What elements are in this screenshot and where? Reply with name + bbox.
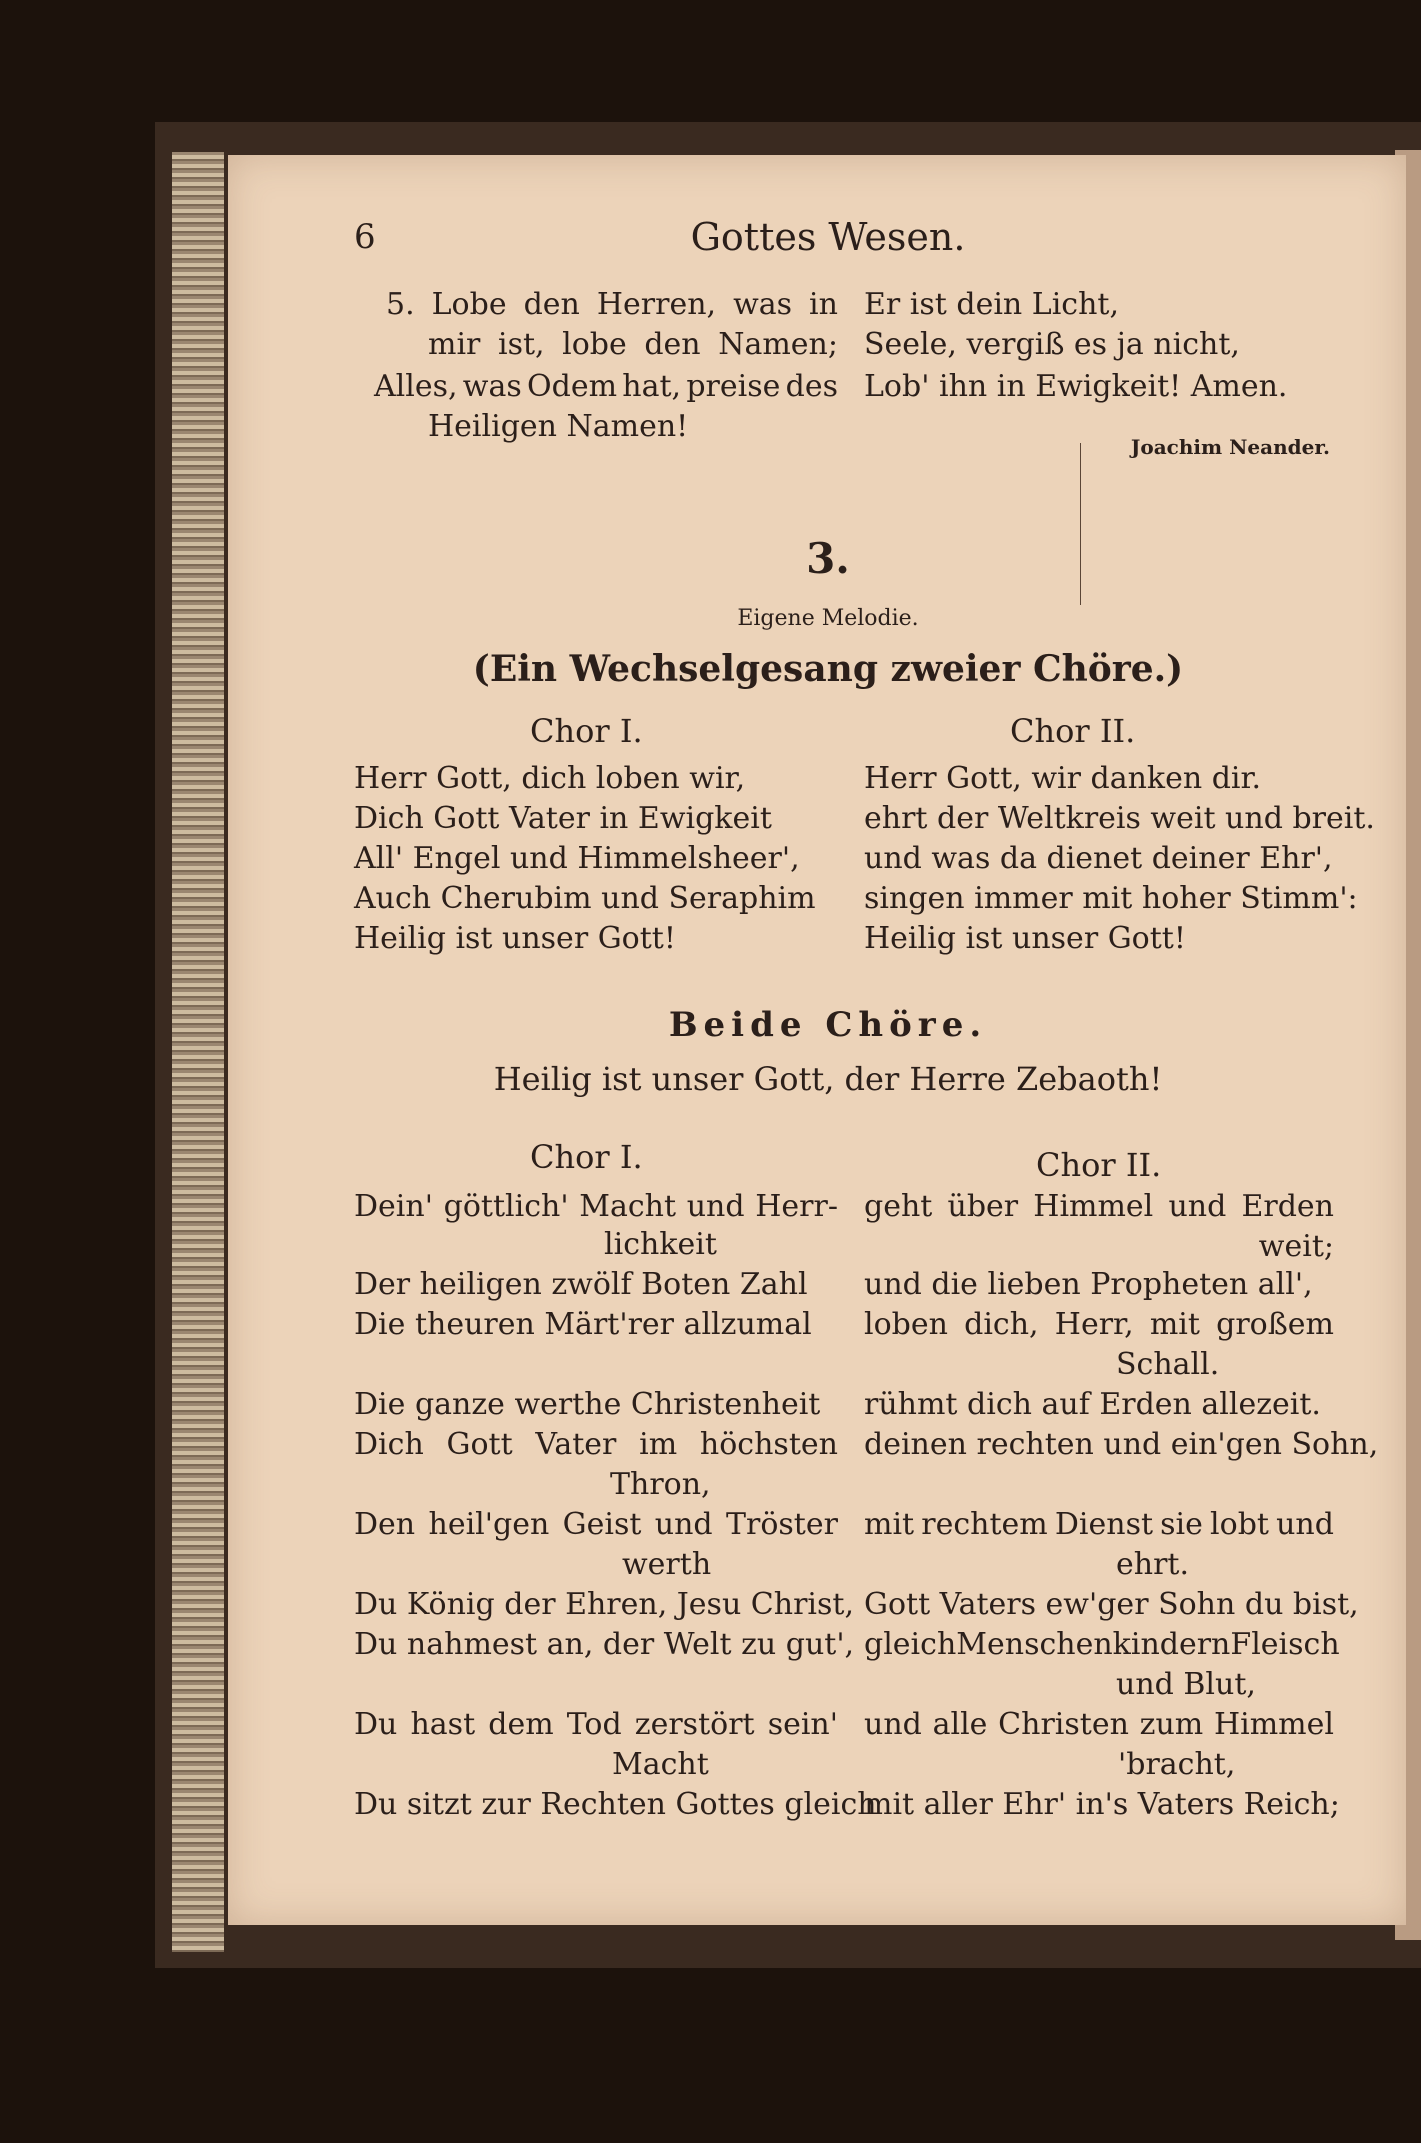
choir1-line: Du hast dem Tod zerstört sein' xyxy=(354,1707,838,1742)
choir1-line: Die theuren Märt'rer allzumal xyxy=(354,1307,812,1342)
choir2-line: weit; xyxy=(1258,1229,1334,1264)
choir2-line: und die lieben Propheten all', xyxy=(864,1267,1313,1302)
choir1-heading: Chor I. xyxy=(530,712,643,750)
choir2-line: deinen rechten und ein'gen Sohn, xyxy=(864,1427,1379,1462)
stanza5-left-line: mir ist, lobe den Namen; xyxy=(428,327,838,362)
choir1-line: Der heiligen zwölf Boten Zahl xyxy=(354,1267,808,1302)
column-divider xyxy=(1080,443,1081,605)
choir2-line: und alle Christen zum Himmel xyxy=(864,1707,1334,1742)
choir1-line: Dein' göttlich' Macht und Herr- xyxy=(354,1189,838,1224)
stanza5-left-line: Heiligen Namen! xyxy=(428,409,689,444)
choir1-line: lichkeit xyxy=(604,1227,717,1262)
choir2-line: mit rechtem Dienst sie lobt und xyxy=(864,1507,1334,1542)
choir1-line: werth xyxy=(622,1547,712,1582)
stanza5-left-line: Alles, was Odem hat, preise des xyxy=(374,369,838,404)
author-signature: Joachim Neander. xyxy=(1130,435,1330,459)
both-choirs-heading: Beide Chöre. xyxy=(668,1005,988,1045)
choir2-line: Herr Gott, wir danken dir. xyxy=(864,761,1262,796)
choir2-line: rühmt dich auf Erden allezeit. xyxy=(864,1387,1321,1422)
choir2-line: Gott Vaters ew'ger Sohn du bist, xyxy=(864,1587,1359,1622)
both-choirs-line: Heilig ist unser Gott, der Herre Zebaoth! xyxy=(493,1060,1163,1098)
choir1-line: Du nahmest an, der Welt zu gut', xyxy=(354,1627,855,1662)
choir2-line: ehrt. xyxy=(1116,1547,1190,1582)
choir2-line: Schall. xyxy=(1116,1347,1220,1382)
choir1-line: Auch Cherubim und Seraphim xyxy=(354,881,816,916)
choir1-line: Thron, xyxy=(610,1467,711,1502)
choir2-line: mit aller Ehr' in's Vaters Reich; xyxy=(864,1787,1340,1822)
choir2-line: Heilig ist unser Gott! xyxy=(864,921,1186,956)
choir1-line: Dich Gott Vater im höchsten xyxy=(354,1427,838,1462)
choir1-line: All' Engel und Himmelsheer', xyxy=(354,841,800,876)
hymn-subtitle: (Ein Wechselgesang zweier Chöre.) xyxy=(472,648,1184,690)
choir1-line: Du König der Ehren, Jesu Christ, xyxy=(354,1587,855,1622)
choir2-heading: Chor II. xyxy=(1036,1146,1162,1184)
book-spine xyxy=(172,152,224,1952)
stanza5-right-line: Seele, vergiß es ja nicht, xyxy=(864,327,1240,362)
choir2-line: geht über Himmel und Erden xyxy=(864,1189,1334,1224)
choir2-line: gleich Menschenkindern Fleisch xyxy=(864,1627,1340,1662)
stanza5-right-line: Lob' ihn in Ewigkeit! Amen. xyxy=(864,369,1288,404)
choir2-line: singen immer mit hoher Stimm': xyxy=(864,881,1358,916)
choir2-line: 'bracht, xyxy=(1118,1747,1236,1782)
choir2-line: loben dich, Herr, mit großem xyxy=(864,1307,1334,1342)
choir1-line: Den heil'gen Geist und Tröster xyxy=(354,1507,838,1542)
page-number: 6 xyxy=(354,217,376,257)
book-page xyxy=(228,155,1406,1925)
choir1-line: Macht xyxy=(612,1747,709,1782)
melody-note: Eigene Melodie. xyxy=(737,606,919,631)
choir2-heading: Chor II. xyxy=(1010,712,1136,750)
running-title: Gottes Wesen. xyxy=(690,215,966,259)
choir1-heading: Chor I. xyxy=(530,1138,643,1176)
choir1-line: Heilig ist unser Gott! xyxy=(354,921,676,956)
stanza5-left-line: 5. Lobe den Herren, was in xyxy=(386,287,838,322)
choir2-line: ehrt der Weltkreis weit und breit. xyxy=(864,801,1375,836)
choir1-line: Herr Gott, dich loben wir, xyxy=(354,761,746,796)
choir2-line: und Blut, xyxy=(1116,1667,1256,1702)
choir1-line: Dich Gott Vater in Ewigkeit xyxy=(354,801,772,836)
choir1-line: Die ganze werthe Christenheit xyxy=(354,1387,821,1422)
choir1-line: Du sitzt zur Rechten Gottes gleich xyxy=(354,1787,877,1822)
choir2-line: und was da dienet deiner Ehr', xyxy=(864,841,1333,876)
hymn-number: 3. xyxy=(806,534,850,583)
stanza5-right-line: Er ist dein Licht, xyxy=(864,287,1119,322)
